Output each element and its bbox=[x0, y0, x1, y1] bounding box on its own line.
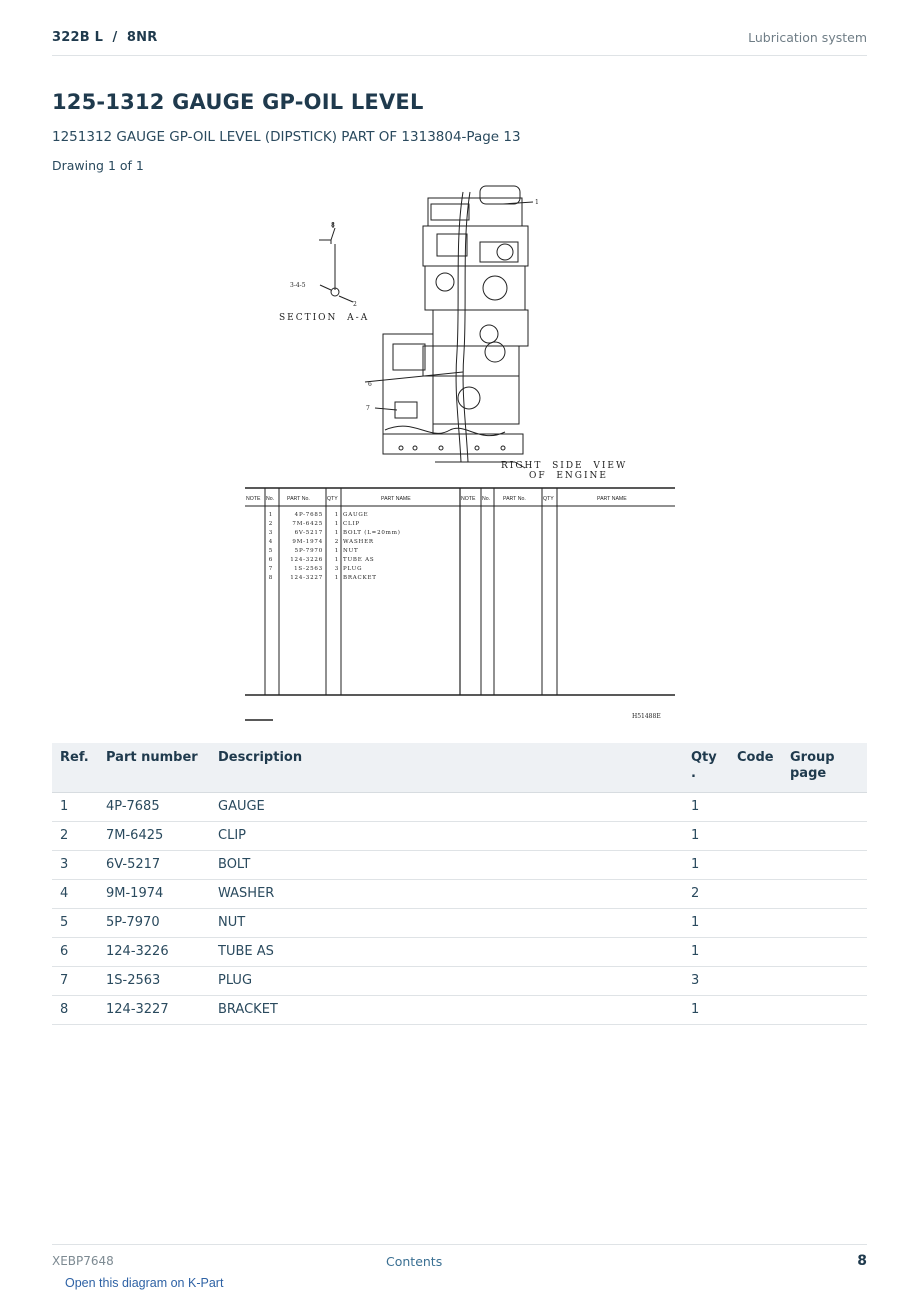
dt-header-part-name-2: PART NAME bbox=[597, 496, 627, 502]
header-qty: Qty . bbox=[683, 743, 729, 792]
row-group-page bbox=[782, 879, 867, 908]
row-code bbox=[729, 937, 782, 966]
table-row bbox=[52, 879, 867, 908]
row-description: TUBE AS bbox=[210, 937, 683, 966]
row-ref: 7 bbox=[52, 966, 98, 995]
dt-row-name: WASHER bbox=[343, 539, 374, 545]
dt-row-part-no: 124-3227 bbox=[290, 575, 323, 581]
row-code bbox=[729, 908, 782, 937]
page-number: 8 bbox=[857, 1253, 867, 1269]
row-group-page bbox=[782, 937, 867, 966]
header-group-page: Group page bbox=[782, 743, 867, 792]
row-description: WASHER bbox=[210, 879, 683, 908]
header-description: Description bbox=[210, 743, 683, 792]
dt-row-qty: 3 bbox=[334, 566, 339, 572]
model-label: 322B L / 8NR bbox=[52, 30, 158, 45]
row-description: CLIP bbox=[210, 821, 683, 850]
drawing-code: H51488E bbox=[632, 713, 661, 720]
row-description: NUT bbox=[210, 908, 683, 937]
parts-table-header bbox=[52, 743, 867, 792]
table-row bbox=[52, 937, 867, 966]
dt-row-no: 7 bbox=[268, 566, 273, 572]
row-group-page bbox=[782, 995, 867, 1024]
row-code bbox=[729, 995, 782, 1024]
dt-row-part-no: 1S-2563 bbox=[294, 566, 323, 572]
dt-row-qty: 1 bbox=[334, 557, 339, 563]
row-ref: 6 bbox=[52, 937, 98, 966]
row-description: BOLT bbox=[210, 850, 683, 879]
dt-row-no: 4 bbox=[268, 539, 273, 545]
dt-header-no-2: No. bbox=[482, 496, 491, 502]
document-id: XEBP7648 bbox=[52, 1254, 114, 1268]
row-code bbox=[729, 966, 782, 995]
engine-illustration bbox=[319, 186, 533, 468]
row-part-number: 7M-6425 bbox=[98, 821, 210, 850]
dt-header-note: NOTE bbox=[246, 496, 261, 502]
row-part-number: 124-3226 bbox=[98, 937, 210, 966]
row-code bbox=[729, 879, 782, 908]
row-part-number: 1S-2563 bbox=[98, 966, 210, 995]
view-label-2: OF ENGINE bbox=[529, 471, 608, 481]
row-code bbox=[729, 850, 782, 879]
contents-link[interactable]: Contents bbox=[386, 1254, 443, 1269]
parts-table bbox=[52, 743, 867, 1025]
section-label: Lubrication system bbox=[748, 30, 867, 45]
dt-header-part-no-2: PART No. bbox=[503, 496, 526, 502]
row-qty: 3 bbox=[683, 966, 729, 995]
dt-row-part-no: 4P-7685 bbox=[294, 512, 323, 518]
dt-row-name: BOLT (L=20mm) bbox=[343, 530, 401, 536]
drawing-parts-table bbox=[245, 488, 675, 720]
dt-row-qty: 1 bbox=[334, 512, 339, 518]
row-qty: 1 bbox=[683, 792, 729, 821]
table-row bbox=[52, 995, 867, 1024]
page-header bbox=[52, 28, 867, 56]
table-row bbox=[52, 966, 867, 995]
callout-2: 2 bbox=[353, 301, 357, 308]
table-row bbox=[52, 821, 867, 850]
dt-header-no: No. bbox=[266, 496, 275, 502]
row-group-page bbox=[782, 966, 867, 995]
dt-row-no: 8 bbox=[268, 575, 273, 581]
row-qty: 1 bbox=[683, 995, 729, 1024]
dt-row-qty: 1 bbox=[334, 575, 339, 581]
dt-row-part-no: 9M-1974 bbox=[292, 539, 323, 545]
page-subtitle: 1251312 GAUGE GP-OIL LEVEL (DIPSTICK) PART OF 1313804-Page 13 bbox=[52, 129, 521, 145]
row-code bbox=[729, 821, 782, 850]
dt-header-part-name: PART NAME bbox=[381, 496, 411, 502]
table-row bbox=[52, 908, 867, 937]
dt-row-no: 5 bbox=[268, 548, 273, 554]
dt-row-part-no: 124-3226 bbox=[290, 557, 323, 563]
kpart-link[interactable]: Open this diagram on K-Part bbox=[65, 1276, 224, 1290]
row-ref: 4 bbox=[52, 879, 98, 908]
dt-row-name: NUT bbox=[343, 548, 359, 554]
dt-row-name: CLIP bbox=[343, 521, 360, 527]
dt-row-no: 2 bbox=[268, 521, 273, 527]
row-code bbox=[729, 792, 782, 821]
callout-7: 7 bbox=[366, 405, 370, 412]
dt-row-no: 1 bbox=[268, 512, 273, 518]
dt-row-part-no: 5P-7970 bbox=[294, 548, 323, 554]
dt-header-qty: QTY bbox=[327, 496, 338, 502]
row-qty: 1 bbox=[683, 908, 729, 937]
dt-row-name: GAUGE bbox=[343, 512, 369, 518]
row-description: BRACKET bbox=[210, 995, 683, 1024]
callout-3-4-5: 3-4-5 bbox=[290, 282, 306, 289]
row-part-number: 4P-7685 bbox=[98, 792, 210, 821]
dt-header-qty-2: QTY bbox=[543, 496, 554, 502]
row-part-number: 5P-7970 bbox=[98, 908, 210, 937]
parts-drawing bbox=[245, 182, 677, 727]
row-part-number: 124-3227 bbox=[98, 995, 210, 1024]
callout-1: 1 bbox=[535, 199, 539, 206]
dt-row-name: BRACKET bbox=[343, 575, 377, 581]
dt-row-name: TUBE AS bbox=[343, 557, 375, 563]
dt-header-part-no: PART No. bbox=[287, 496, 310, 502]
header-part-number: Part number bbox=[98, 743, 210, 792]
row-ref: 3 bbox=[52, 850, 98, 879]
dt-row-part-no: 6V-5217 bbox=[294, 530, 323, 536]
row-ref: 5 bbox=[52, 908, 98, 937]
callout-8: 8 bbox=[331, 222, 335, 229]
row-description: GAUGE bbox=[210, 792, 683, 821]
row-part-number: 6V-5217 bbox=[98, 850, 210, 879]
row-qty: 1 bbox=[683, 821, 729, 850]
dt-row-no: 6 bbox=[268, 557, 273, 563]
row-ref: 8 bbox=[52, 995, 98, 1024]
row-ref: 1 bbox=[52, 792, 98, 821]
dt-row-qty: 1 bbox=[334, 530, 339, 536]
row-part-number: 9M-1974 bbox=[98, 879, 210, 908]
table-row bbox=[52, 850, 867, 879]
dt-row-qty: 1 bbox=[334, 521, 339, 527]
row-ref: 2 bbox=[52, 821, 98, 850]
row-qty: 1 bbox=[683, 937, 729, 966]
section-label: SECTION A-A bbox=[279, 313, 370, 323]
header-ref: Ref. bbox=[52, 743, 98, 792]
row-group-page bbox=[782, 792, 867, 821]
row-qty: 2 bbox=[683, 879, 729, 908]
page-footer bbox=[52, 1244, 867, 1274]
dt-row-name: PLUG bbox=[343, 566, 363, 572]
row-group-page bbox=[782, 821, 867, 850]
view-label-1: RIGHT SIDE VIEW bbox=[501, 461, 628, 471]
dt-row-part-no: 7M-6425 bbox=[292, 521, 323, 527]
drawing-count: Drawing 1 of 1 bbox=[52, 158, 144, 173]
table-row bbox=[52, 792, 867, 821]
row-group-page bbox=[782, 850, 867, 879]
dt-header-note-2: NOTE bbox=[461, 496, 476, 502]
dt-row-qty: 1 bbox=[334, 548, 339, 554]
row-description: PLUG bbox=[210, 966, 683, 995]
dt-row-no: 3 bbox=[268, 530, 273, 536]
dt-row-qty: 2 bbox=[334, 539, 339, 545]
row-qty: 1 bbox=[683, 850, 729, 879]
callout-6: 6 bbox=[368, 381, 372, 388]
page-title: 125-1312 GAUGE GP-OIL LEVEL bbox=[52, 90, 424, 114]
header-code: Code bbox=[729, 743, 782, 792]
row-group-page bbox=[782, 908, 867, 937]
